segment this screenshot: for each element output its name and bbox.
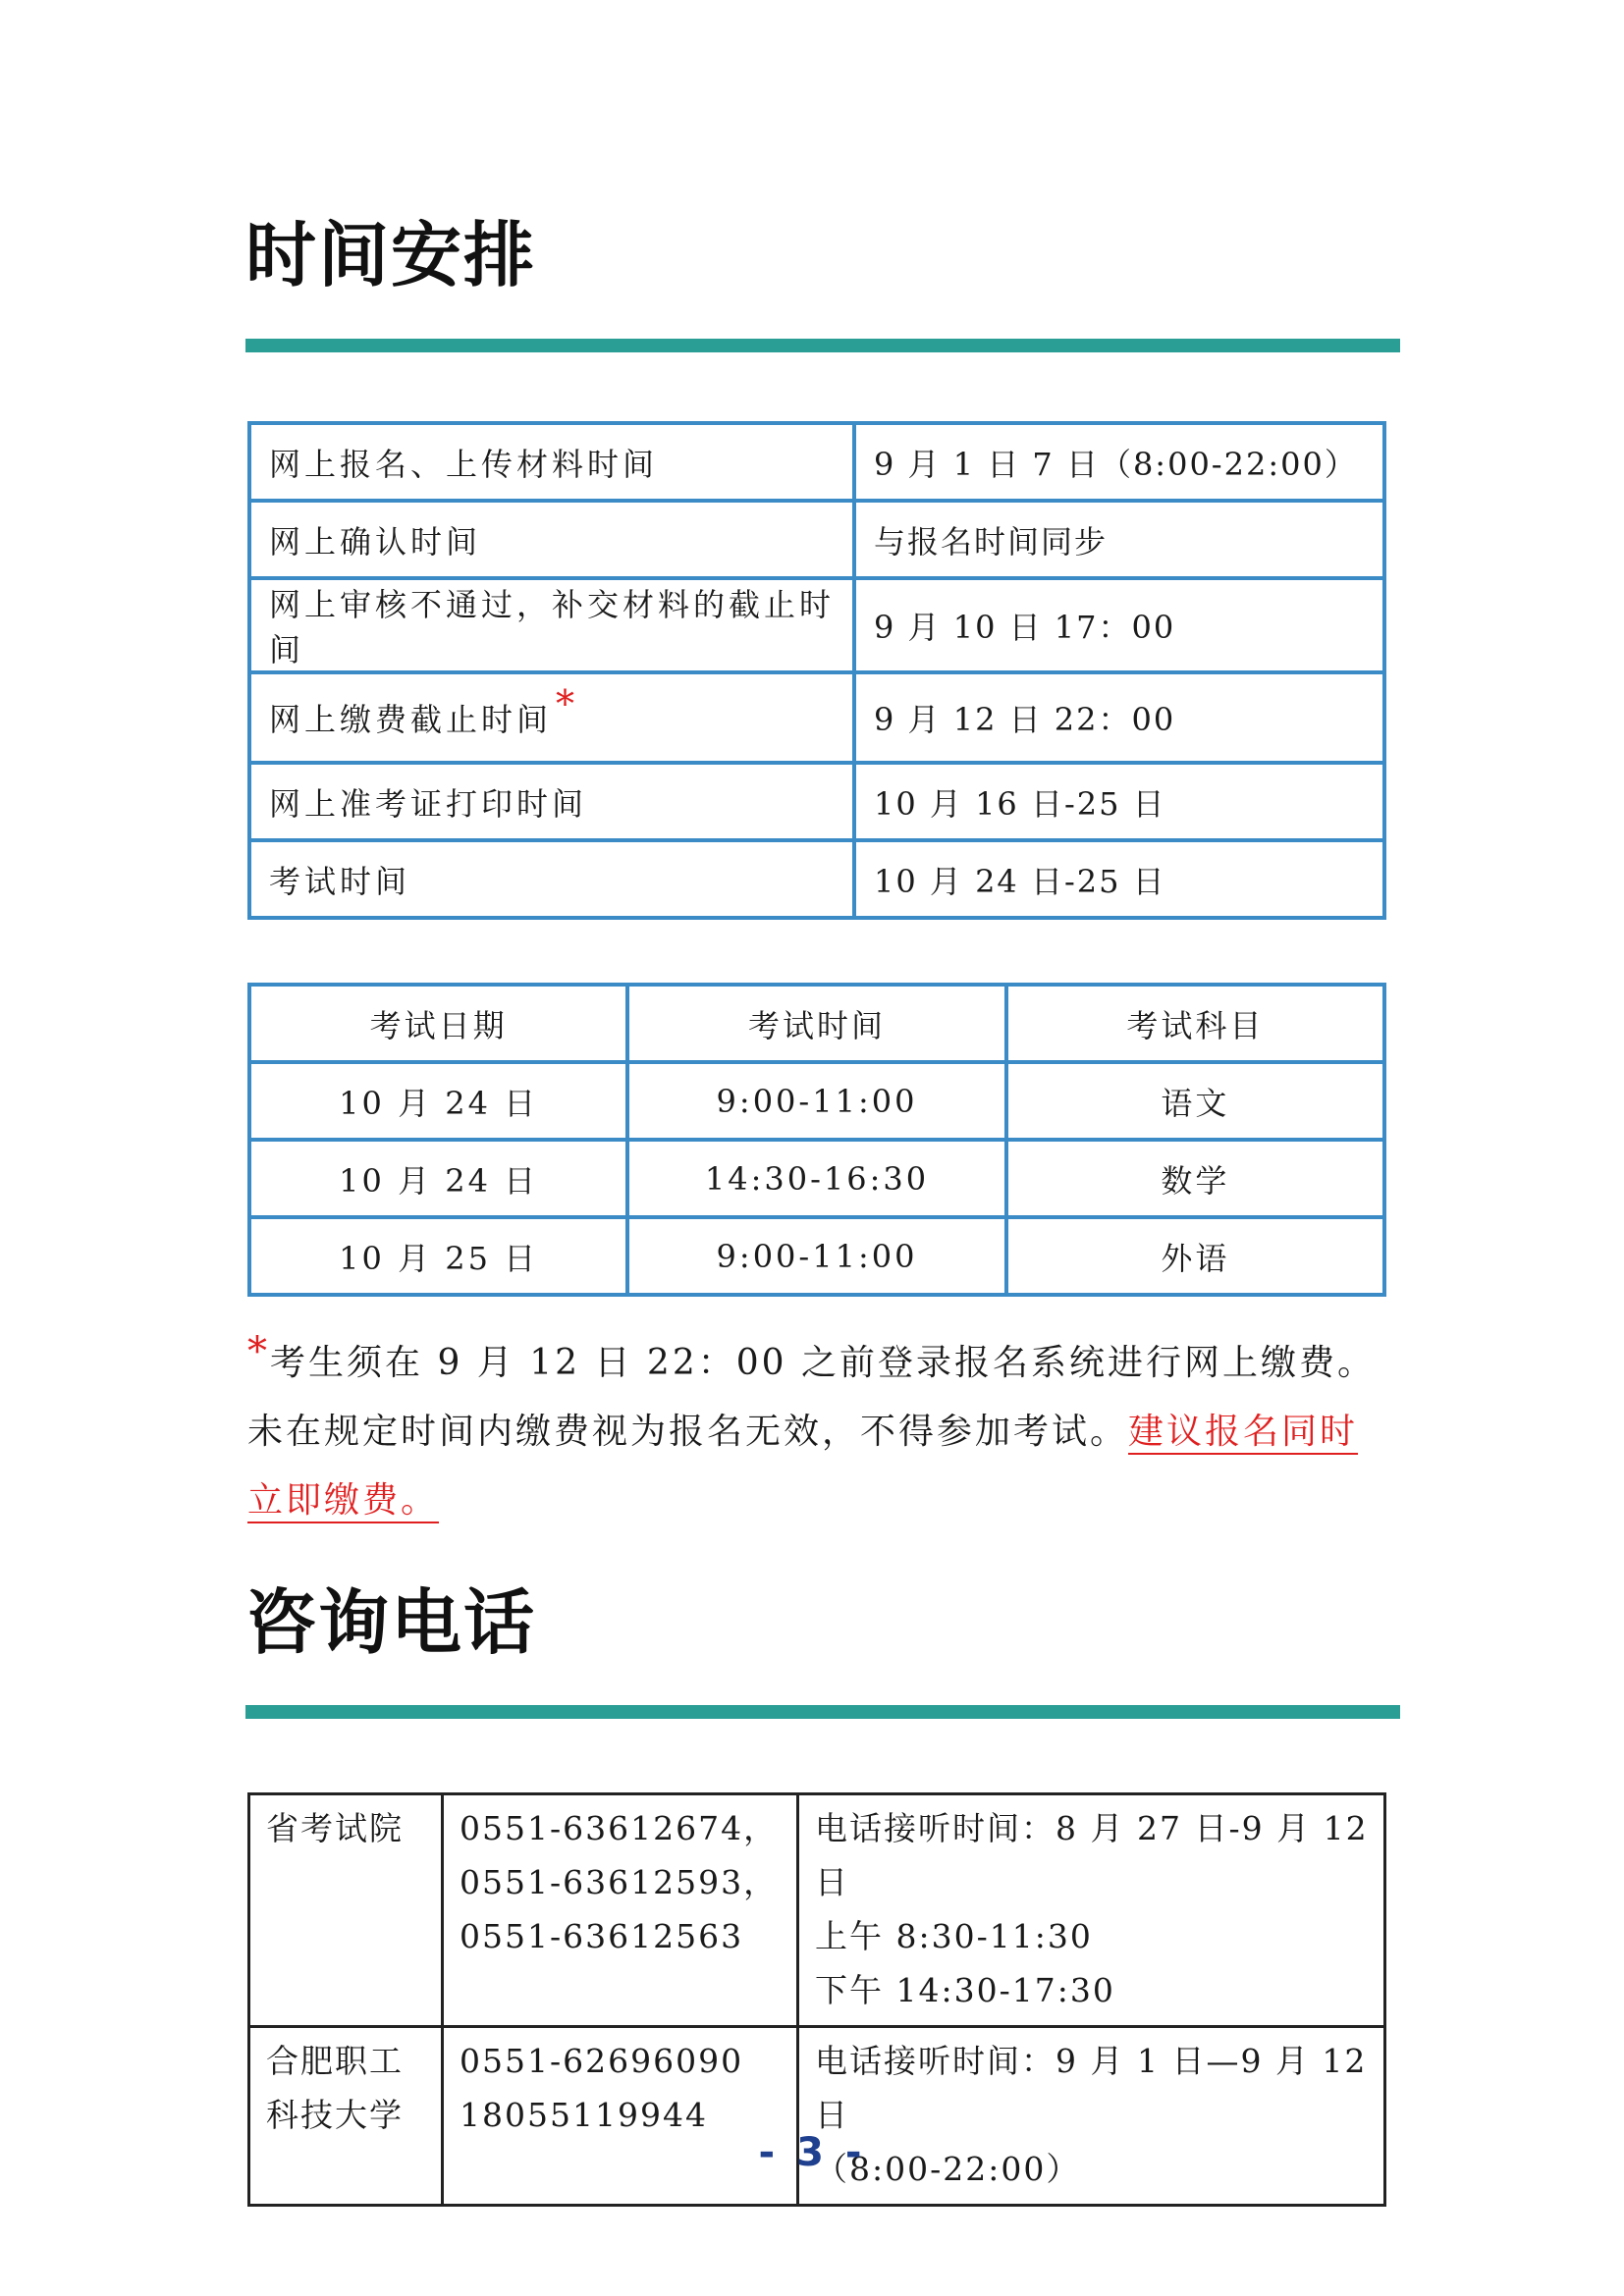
contact-phones (443, 2027, 798, 2206)
schedule-row (249, 840, 1384, 918)
payment-note (247, 1327, 1396, 1535)
note-text: 考生须在 9 月 12 日 22：00 之前登录报名系统进行网上缴费。未在规定时间内缴费视为报名无效，不得参加考试。 (247, 1343, 1376, 1452)
schedule-time: 与报名时间同步 (854, 501, 1384, 578)
exam-cell: 9:00-11:00 (627, 1062, 1005, 1140)
exam-cell: 语文 (1006, 1062, 1384, 1140)
contact-heading: 咨询电话 (245, 1581, 537, 1664)
schedule-item: 网上准考证打印时间 (249, 763, 854, 840)
note-highlight: 建议报名同时立即缴费。 (247, 1412, 1359, 1521)
schedule-item: 网上确认时间 (249, 501, 854, 578)
exam-cell: 10 月 25 日 (249, 1217, 627, 1295)
hours-line: （8:00-22:00） (815, 2150, 1081, 2188)
schedule-row (249, 501, 1384, 578)
contact-hours (798, 1794, 1385, 2027)
phone-number: 0551-63612563 (460, 1917, 744, 1955)
section-divider (245, 339, 1400, 352)
phone-number: 18055119944 (460, 2096, 708, 2134)
phone-number: 0551-63612593， (460, 1863, 779, 1901)
exam-header-cell: 考试时间 (627, 985, 1005, 1062)
contact-hours (798, 2027, 1385, 2206)
contact-row (249, 2027, 1385, 2206)
contact-org: 省考试院 (249, 1794, 443, 2027)
schedule-row (249, 578, 1384, 672)
exam-cell: 数学 (1006, 1140, 1384, 1217)
page-number: - 3 - (758, 2130, 866, 2175)
contact-row (249, 1794, 1385, 2027)
exam-header-cell: 考试日期 (249, 985, 627, 1062)
hours-line: 上午 8:30-11:30 (815, 1917, 1093, 1955)
section-divider (245, 1705, 1400, 1719)
exam-cell: 外语 (1006, 1217, 1384, 1295)
contact-org: 合肥职工科技大学 (249, 2027, 443, 2206)
schedule-row (249, 423, 1384, 501)
exam-row (249, 1217, 1384, 1295)
schedule-row (249, 672, 1384, 763)
asterisk-mark: * (247, 1329, 270, 1374)
schedule-item: 网上报名、上传材料时间 (249, 423, 854, 501)
hours-line: 电话接听时间：8 月 27 日-9 月 12 日 (815, 1809, 1369, 1901)
phone-number: 0551-63612674， (460, 1809, 779, 1847)
hours-line: 电话接听时间：9 月 1 日—9 月 12 日 (815, 2042, 1368, 2134)
schedule-item: 考试时间 (249, 840, 854, 918)
contact-phones (443, 1794, 798, 2027)
schedule-time: 9 月 12 日 22：00 (854, 672, 1384, 763)
exam-table (247, 983, 1386, 1297)
schedule-item: 网上缴费截止时间 * (249, 672, 854, 763)
schedule-time: 10 月 24 日-25 日 (854, 840, 1384, 918)
exam-header-row (249, 985, 1384, 1062)
exam-cell: 14:30-16:30 (627, 1140, 1005, 1217)
schedule-time: 10 月 16 日-25 日 (854, 763, 1384, 840)
schedule-item: 网上审核不通过，补交材料的截止时间 (249, 578, 854, 672)
hours-line: 下午 14:30-17:30 (815, 1971, 1115, 2009)
exam-header-cell: 考试科目 (1006, 985, 1384, 1062)
exam-cell: 10 月 24 日 (249, 1140, 627, 1217)
schedule-row (249, 763, 1384, 840)
exam-row (249, 1140, 1384, 1217)
exam-row (249, 1062, 1384, 1140)
schedule-table (247, 421, 1386, 920)
exam-cell: 9:00-11:00 (627, 1217, 1005, 1295)
asterisk-mark: * (556, 682, 579, 725)
schedule-time: 9 月 1 日 7 日（8:00-22:00） (854, 423, 1384, 501)
schedule-heading: 时间安排 (245, 214, 537, 296)
phone-number: 0551-62696090 (460, 2042, 744, 2080)
exam-cell: 10 月 24 日 (249, 1062, 627, 1140)
schedule-time: 9 月 10 日 17：00 (854, 578, 1384, 672)
